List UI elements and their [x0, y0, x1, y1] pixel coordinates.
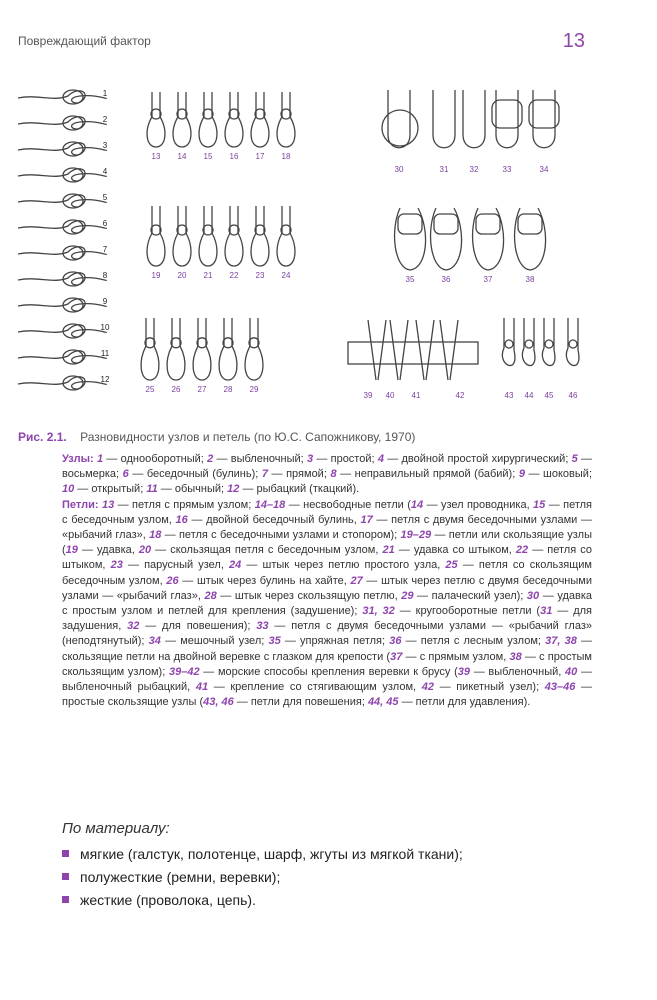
legend-text: — простой;	[313, 453, 378, 465]
legend-text: — несвободные петли (	[285, 498, 411, 511]
legend-number: 21	[382, 544, 395, 557]
legend-number: 27	[350, 574, 363, 587]
legend-text: — морские способы крепления веревки к брусу (	[199, 665, 458, 678]
figure-label: 32	[469, 165, 479, 174]
legend-text: — обычный;	[157, 483, 228, 496]
figure-label: 4	[102, 167, 108, 176]
legend-text: — удавка,	[77, 544, 139, 557]
loop-sketch	[147, 206, 165, 266]
knot-sketch	[18, 221, 106, 233]
legend-text: — двойной простой хирургический;	[383, 453, 572, 465]
legend-text: — петля с беседочным узлом,	[62, 498, 592, 526]
loop-sketch	[277, 206, 295, 266]
legend-number: 40	[565, 665, 578, 678]
figure-label: 40	[385, 391, 395, 400]
legend-text: — петля с беседочными узлами и стопором);	[161, 529, 401, 542]
beam-sketch	[348, 342, 478, 364]
legend-text: — кругооборотные петли (	[394, 605, 541, 618]
figure-label: 12	[100, 375, 110, 384]
figure-label: 10	[100, 323, 110, 332]
figure-label: 43	[504, 391, 514, 400]
figure-label: 28	[223, 385, 233, 394]
bullet-icon	[62, 896, 69, 903]
legend-number: 22	[515, 544, 529, 557]
figure-label: 26	[171, 385, 181, 394]
figure-label: 9	[102, 297, 108, 306]
loop-sketch	[245, 318, 263, 380]
figure-label: 36	[441, 275, 451, 284]
legend-number: 8	[330, 468, 337, 481]
figure-label: 25	[145, 385, 155, 394]
figure-label: 45	[544, 391, 554, 400]
legend-text: — пикетный узел);	[433, 681, 545, 694]
legend-text: — для повешения);	[139, 620, 257, 633]
knot-sketch	[18, 169, 106, 181]
legend-number: 15	[533, 498, 546, 511]
legend-text: — удавка со штыком,	[394, 544, 516, 557]
loop-sketch	[167, 318, 185, 380]
figure-label: 22	[229, 271, 239, 280]
legend-text: — восьмерка;	[62, 453, 593, 481]
legend-text: — петля с лесным узлом;	[401, 635, 546, 648]
legend-text: — мешочный узел;	[160, 635, 269, 648]
legend-text: — неправильный прямой (бабий);	[336, 468, 519, 481]
legend-number: 19	[65, 544, 78, 557]
legend-number: 39–42	[168, 665, 200, 678]
rope-sketch	[440, 320, 458, 380]
legend-text: — открытый;	[74, 483, 147, 496]
legend-text: — одноoборотный;	[103, 453, 208, 465]
legend-number: 9	[518, 468, 525, 481]
knots-figure	[18, 80, 608, 410]
legend-text: — парусный узел,	[122, 559, 230, 572]
loop-sketch	[388, 90, 410, 148]
running-header: Повреждающий фактор	[18, 34, 151, 48]
list-item: жесткие (проволока, цепь).	[62, 892, 463, 915]
legend-number: 25	[445, 559, 458, 572]
figure-label: 13	[151, 152, 161, 161]
legend-number: 12	[227, 483, 240, 496]
legend-number: 33	[256, 620, 269, 633]
legend-text: — петля со штыком,	[62, 544, 592, 572]
figure-label: 15	[203, 152, 213, 161]
legend-number: 7	[261, 468, 268, 481]
loop-sketch	[219, 318, 237, 380]
legend-number: 6	[122, 468, 129, 481]
legend-number: 30	[526, 589, 540, 602]
legend-number: 31, 32	[362, 605, 395, 618]
legend-text: — выбленочный рыбацкий,	[62, 665, 592, 694]
legend-text: — упряжная петля;	[280, 635, 390, 648]
legend-number: 24	[229, 559, 242, 572]
legend-heading: Узлы:	[62, 453, 94, 465]
figure-label: 14	[177, 152, 187, 161]
figure-label: 30	[394, 165, 404, 174]
legend-text: — рыбацкий (ткацкий).	[239, 483, 360, 496]
loop-sketch	[173, 206, 191, 266]
legend-number: 3	[306, 453, 314, 465]
figure-caption	[18, 430, 415, 444]
loop-sketch	[502, 318, 515, 365]
bullet-icon	[62, 873, 69, 880]
loop-sketch	[496, 90, 518, 148]
legend-number: 35	[268, 635, 281, 648]
knot-sketch	[525, 340, 533, 348]
loop-sketch	[533, 90, 555, 148]
legend-text: — двойной беседочный булинь,	[187, 513, 361, 526]
figure-label: 3	[102, 141, 108, 150]
figure-label: 1	[102, 89, 108, 98]
legend-number: 4	[377, 453, 384, 465]
legend-number: 34	[148, 635, 161, 648]
material-title: По материалу:	[62, 820, 170, 837]
legend-number: 31	[540, 605, 553, 618]
figure-label: 20	[177, 271, 187, 280]
knot-sketch	[18, 299, 106, 311]
legend-text: — петля с двумя беседочными узлами — «рыбачий глаз»,	[62, 513, 592, 542]
legend-number: 41	[195, 681, 209, 694]
knot-sketch	[434, 214, 458, 234]
legend-text: — скользящие петли на двойной веревке с глазком для крепости (	[62, 635, 592, 663]
loop-sketch	[463, 90, 485, 148]
figure-label: 17	[255, 152, 265, 161]
figure-label: 33	[502, 165, 512, 174]
legend-text: — удавка с простым узлом и петлей для крепления (задушение);	[62, 589, 593, 618]
legend-number: 2	[207, 453, 214, 465]
material-list	[62, 846, 463, 915]
knot-sketch	[569, 340, 577, 348]
figure-label: 35	[405, 275, 415, 284]
figure-legend	[62, 452, 592, 710]
legend-text: — крепление со стягивающим узлом,	[208, 681, 422, 694]
legend-number: 11	[146, 483, 158, 496]
legend-number: 38	[509, 650, 522, 663]
legend-text: — палаческий узел);	[413, 589, 527, 602]
loop-sketch	[433, 90, 455, 148]
legend-number: 18	[149, 529, 162, 542]
knot-sketch	[18, 377, 106, 389]
legend-number: 43, 46	[203, 696, 234, 709]
loop-sketch	[141, 318, 159, 380]
legend-number: 39	[457, 665, 470, 678]
legend-text: — штык через булинь на хайте,	[178, 574, 351, 587]
figure-label: 24	[281, 271, 291, 280]
figure-label: 6	[102, 219, 108, 228]
knot-sketch	[518, 214, 542, 234]
legend-number: 28	[204, 589, 217, 602]
loop-sketch	[193, 318, 211, 380]
page-number: 13	[562, 30, 585, 52]
knot-sketch	[545, 340, 553, 348]
loop-sketch	[251, 206, 269, 266]
rope-sketch	[368, 320, 386, 380]
legend-number: 44, 45	[367, 696, 399, 709]
legend-text: — скользящая петля с беседочным узлом,	[151, 544, 383, 557]
legend-number: 29	[401, 589, 414, 602]
figure-label: 18	[281, 152, 291, 161]
legend-text: — простые скользящие узлы (	[62, 681, 592, 709]
knot-sketch	[18, 325, 106, 337]
legend-text: — петли для повешения;	[233, 696, 368, 709]
legend-text: — с прямым узлом,	[402, 650, 510, 663]
legend-number: 5	[571, 453, 578, 465]
legend-number: 16	[175, 513, 188, 526]
rope-sketch	[390, 320, 408, 380]
legend-knots	[62, 452, 592, 498]
figure-label: 37	[483, 275, 493, 284]
knot-sketch	[18, 247, 106, 259]
legend-text: — штык через петлю простого узла,	[241, 559, 446, 572]
legend-text: — штык через петлю с двумя беседочными узлами — «рыбачий глаз»,	[62, 574, 592, 602]
knot-sketch	[18, 143, 106, 155]
figure-label: 27	[197, 385, 207, 394]
knots-illustration	[18, 80, 608, 410]
knot-sketch	[398, 214, 422, 234]
knot-sketch	[476, 214, 500, 234]
figure-label: 46	[568, 391, 578, 400]
knot-sketch	[18, 351, 106, 363]
legend-number: 23	[110, 559, 123, 572]
legend-number: 20	[138, 544, 152, 557]
figure-label: 29	[249, 385, 259, 394]
legend-number: 1	[96, 453, 104, 465]
legend-text: — прямой;	[268, 468, 331, 481]
legend-number: 10	[62, 483, 75, 496]
legend-text: — узел проводника,	[423, 498, 534, 511]
caption-text: Разновидности узлов и петель (по Ю.С. Сапожникову, 1970)	[80, 430, 416, 444]
list-item: полужесткие (ремни, веревки);	[62, 869, 463, 892]
figure-label: 8	[102, 271, 108, 280]
figure-label: 39	[363, 391, 373, 400]
legend-text: — беседочный (булинь);	[128, 468, 262, 481]
legend-number: 43–46	[544, 681, 576, 694]
knot-sketch	[505, 340, 513, 348]
legend-number: 17	[360, 513, 373, 526]
figure-label: 16	[229, 152, 239, 161]
legend-loops	[62, 498, 592, 711]
figure-label: 34	[539, 165, 549, 174]
legend-text: — с простым скользящим узлом);	[62, 650, 592, 678]
legend-text: — петли или скользящие узлы (	[62, 529, 592, 557]
rope-sketch	[416, 320, 434, 380]
loop-sketch	[522, 318, 535, 365]
legend-text: — для задушения,	[62, 605, 592, 633]
loop-sketch	[225, 206, 243, 266]
list-item: мягкие (галстук, полотенце, шарф, жгуты из мягкой ткани);	[62, 846, 463, 869]
figure-label: 31	[439, 165, 449, 174]
legend-text: — петли для удавления).	[398, 696, 531, 709]
legend-text: — петля со скользящим беседочным узлом,	[62, 559, 592, 587]
legend-number: 37	[390, 650, 403, 663]
figure-label: 44	[524, 391, 534, 400]
figure-label: 21	[203, 271, 213, 280]
legend-number: 36	[389, 635, 402, 648]
legend-text: — петля с прямым узлом;	[114, 498, 255, 511]
legend-number: 37, 38	[545, 635, 577, 648]
figure-label: 38	[525, 275, 535, 284]
legend-number: 19–29	[400, 529, 432, 542]
figure-label: 2	[102, 115, 108, 124]
knot-sketch	[18, 273, 106, 285]
legend-text: — штык через скользящую петлю,	[216, 589, 402, 602]
caption-label: Рис. 2.1.	[18, 430, 67, 444]
legend-heading: Петли:	[62, 498, 99, 511]
legend-number: 14–18	[254, 498, 286, 511]
loop-sketch	[542, 318, 555, 365]
legend-number: 42	[421, 681, 434, 694]
knot-sketch	[18, 91, 106, 103]
figure-label: 5	[102, 193, 108, 202]
legend-text: — выбленочный,	[470, 665, 566, 678]
figure-label: 7	[102, 245, 108, 254]
legend-number: 14	[410, 498, 424, 511]
loop-sketch	[566, 318, 579, 365]
bullet-icon	[62, 850, 69, 857]
figure-label: 23	[255, 271, 265, 280]
legend-text: — шоковый;	[524, 468, 592, 481]
loop-sketch	[199, 206, 217, 266]
legend-number: 32	[127, 620, 140, 633]
legend-text: — выбленочный;	[213, 453, 307, 465]
legend-number: 26	[166, 574, 179, 587]
legend-number: 13	[101, 498, 115, 511]
figure-label: 19	[151, 271, 161, 280]
knot-sketch	[18, 117, 106, 129]
legend-text: — петля с двумя беседочными узлами — «рыбачий глаз» (неподтянутый);	[62, 620, 592, 648]
figure-label: 42	[455, 391, 465, 400]
knot-sketch	[18, 195, 106, 207]
figure-label: 11	[100, 349, 110, 358]
figure-label: 41	[411, 391, 421, 400]
